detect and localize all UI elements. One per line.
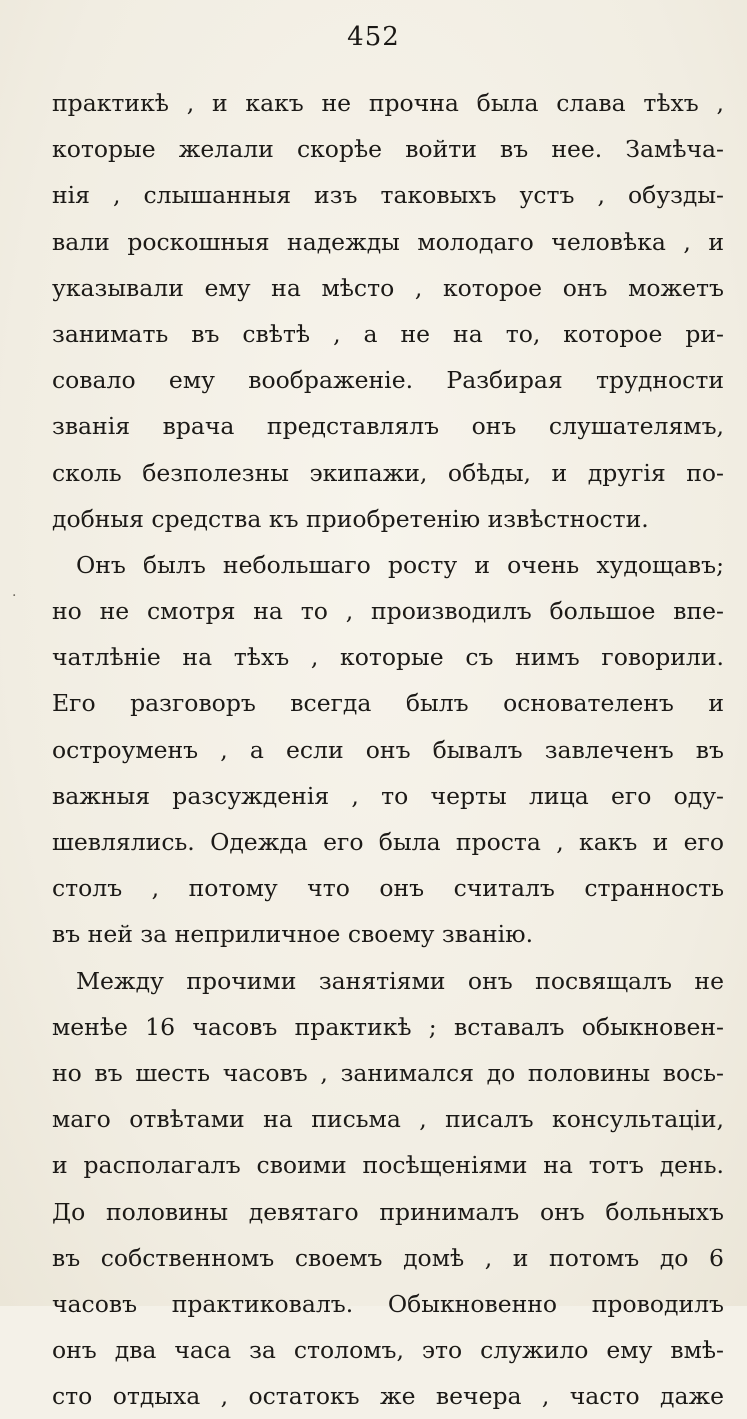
page-number: 452 (347, 22, 400, 52)
margin-mark: · (12, 588, 17, 604)
text-line: нія , слышанныя изъ таковыхъ устъ , обузды- (52, 181, 724, 210)
text-line: Онъ былъ небольшаго росту и очень худощавъ; (76, 550, 724, 579)
text-line: остроуменъ , а если онъ бывалъ завлеченъ въ (52, 735, 724, 764)
text-line: часовъ практиковалъ. Обыкновенно проводилъ (52, 1289, 724, 1318)
text-line: совало ему воображеніе. Разбирая трудности (52, 366, 724, 395)
text-line: но не смотря на то , производилъ большое впе- (52, 597, 724, 626)
text-line: званія врача представлялъ онъ слушателямъ, (52, 412, 724, 441)
text-line: въ ней за неприличное своему званію. (52, 920, 534, 949)
text-line: шевлялись. Одежда его была проста , какъ и его (52, 828, 724, 856)
text-line: До половины девятаго принималъ онъ больныхъ (52, 1197, 724, 1226)
text-line: важныя разсужденія , то черты лица его оду- (52, 781, 724, 810)
text-line: и располагалъ своими посѣщеніями на тотъ день. (52, 1151, 724, 1180)
text-line: онъ два часа за столомъ, это служило ему вмѣ- (52, 1336, 724, 1365)
text-line: практикѣ , и какъ не прочна была слава тѣхъ , (52, 89, 724, 117)
text-line: въ собственномъ своемъ домѣ , и потомъ до 6 (52, 1243, 724, 1272)
text-line: чатлѣніе на тѣхъ , которые съ нимъ говорили. (52, 643, 724, 672)
text-line: сколь безполезны экипажи, обѣды, и другія по- (52, 458, 724, 487)
text-line: сто отдыха , остатокъ же вечера , часто даже (52, 1382, 724, 1411)
text-line: столъ , потому что онъ считалъ странность (52, 874, 724, 903)
text-line: добныя средства къ приобретенію извѣстности. (52, 504, 649, 533)
text-line: которые желали скорѣе войти въ нее. Замѣча- (52, 135, 724, 164)
text-line: вали роскошныя надежды молодаго человѣка , и (52, 227, 724, 256)
text-line: Его разговоръ всегда былъ основателенъ и (52, 689, 724, 718)
text-line: указывали ему на мѣсто , которое онъ можетъ (52, 273, 724, 302)
text-line: Между прочими занятіями онъ посвящалъ не (76, 966, 724, 995)
text-line: маго отвѣтами на письма , писалъ консультаціи, (52, 1105, 724, 1134)
text-line: но въ шесть часовъ , занимался до половины вось- (52, 1058, 724, 1087)
text-line: менѣе 16 часовъ практикѣ ; вставалъ обыкновен- (52, 1012, 724, 1041)
body-text (52, 80, 724, 1419)
text-line: занимать въ свѣтѣ , а не на то, которое ри- (52, 319, 724, 348)
